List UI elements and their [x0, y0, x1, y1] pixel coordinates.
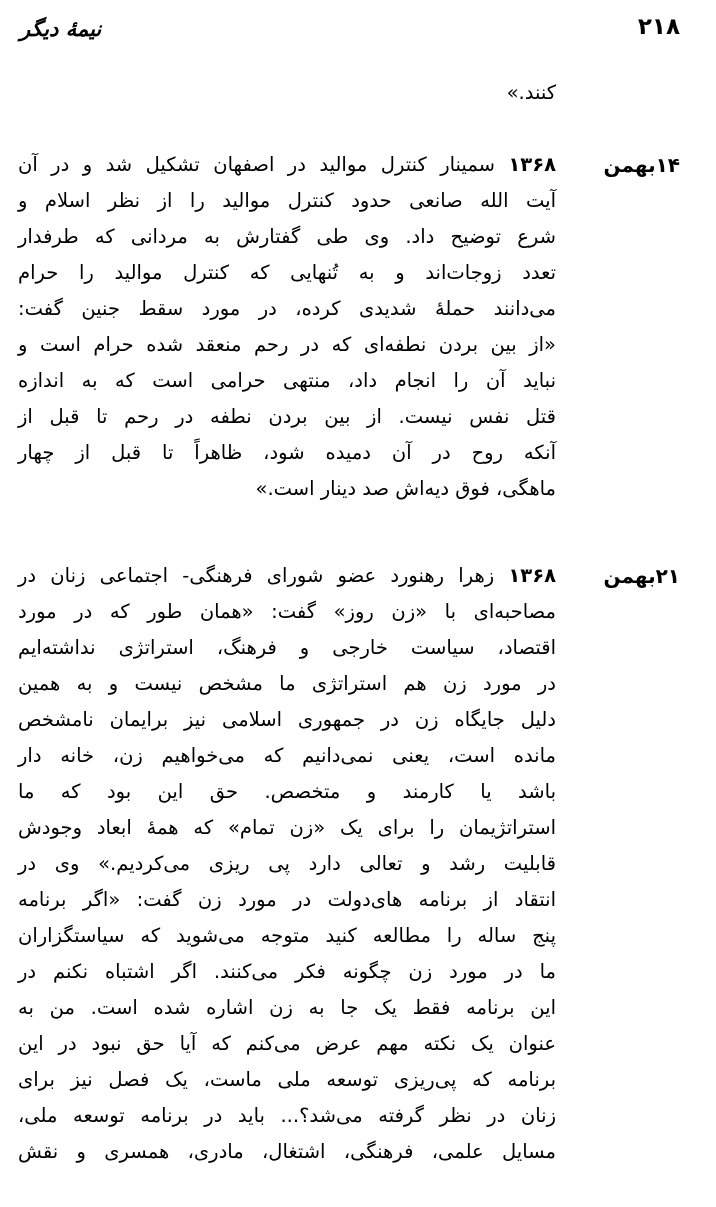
entry-first-text: زهرا رهنورد عضو شورای فرهنگی- اجتماعی زنان در [18, 564, 495, 587]
carryover-line: کنند.» [506, 81, 556, 104]
entry-year: ۱۳۶۸ [508, 564, 556, 587]
entry-first-line [18, 150, 556, 180]
entry-date-day: ۱۴بهمن [603, 153, 680, 177]
entry-first-text: سمینار کنترل موالید در اصفهان تشکیل شد و در آن [18, 153, 495, 176]
text-line: مصاحبه‌ای با «زن روز» گفت: «همان طور که در مورد [18, 600, 556, 623]
text-line: استراتژیمان را برای یک «زن تمام» که همهٔ ابعاد وجودش [18, 816, 556, 839]
text-line: می‌دانند حملهٔ شدیدی کرده، در مورد سقط جنین گفت: [18, 297, 556, 320]
text-line: آیت الله صانعی حدود کنترل موالید را از نظر اسلام و [18, 189, 556, 212]
text-line: برنامه که پی‌ریزی توسعه ملی ماست، یک فصل نیز برای [18, 1068, 556, 1091]
text-line: اقتصاد، سیاست خارجی و فرهنگ، استراتژی نداشته‌ایم [18, 636, 556, 659]
text-line: قابلیت رشد و تعالی دارد پی ریزی می‌کردیم.» وی در [18, 852, 556, 875]
entry-date [603, 150, 680, 180]
text-line: این برنامه فقط یک جا به زن اشاره شده است. من به [18, 996, 556, 1019]
text-line: قتل نفس نیست. از بین بردن نطفه در رحم تا قبل از [18, 405, 556, 428]
text-line: ما در مورد زن چگونه فکر می‌کنند. اگر اشتباه نکنم در [18, 960, 556, 983]
text-line: «از بین بردن نطفه‌ای که در رحم منعقد شده حرام است و [18, 333, 556, 356]
page-number: ۲۱۸ [637, 14, 680, 40]
entry-first-line [18, 561, 556, 591]
text-line: نباید آن را انجام داد، منتهی حرامی است که به اندازه [18, 369, 556, 392]
text-line: تعدد زوجات‌اند و به تُنهایی که کنترل موالید را حرام [18, 261, 556, 284]
running-title: نیمهٔ دیگر [20, 16, 102, 41]
text-line: انتقاد از برنامه های‌دولت در مورد زن گفت: «اگر برنامه [18, 888, 556, 911]
entry-year: ۱۳۶۸ [508, 153, 556, 176]
text-line: پنج ساله را مطالعه کنید متوجه می‌شوید که سیاستگزاران [18, 924, 556, 947]
entry-date-day: ۲۱بهمن [603, 564, 680, 588]
text-line: در مورد زن هم استراتژی ما مشخص نیست و به همین [18, 672, 556, 695]
text-line: دلیل جایگاه زن در جمهوری اسلامی نیز برایمان نامشخص [18, 708, 556, 731]
text-line: ماهگی، فوق دیه‌اش صد دینار است.» [255, 477, 556, 500]
text-line: مانده است، یعنی نمی‌دانیم که می‌خواهیم زن، خانه دار [18, 744, 556, 767]
text-line: مسایل علمی، فرهنگی، اشتغال، مادری، همسری و نقش [18, 1140, 556, 1163]
entry-date [603, 561, 680, 591]
text-line: شرع توضیح داد. وی طی گفتارش به مردانی که طرفدار [18, 225, 556, 248]
text-line: عنوان یک نکته مهم عرض می‌کنم که آیا حق نبود در این [18, 1032, 556, 1055]
text-line: آنکه روح در آن دمیده شود، ظاهراً تا قبل از چهار [18, 441, 556, 464]
text-line: باشد یا کارمند و متخصص. حق این بود که ما [18, 780, 556, 803]
text-line: زنان در نظر گرفته می‌شد؟... باید در برنامه توسعه ملی، [18, 1104, 556, 1127]
page-header [20, 14, 680, 46]
